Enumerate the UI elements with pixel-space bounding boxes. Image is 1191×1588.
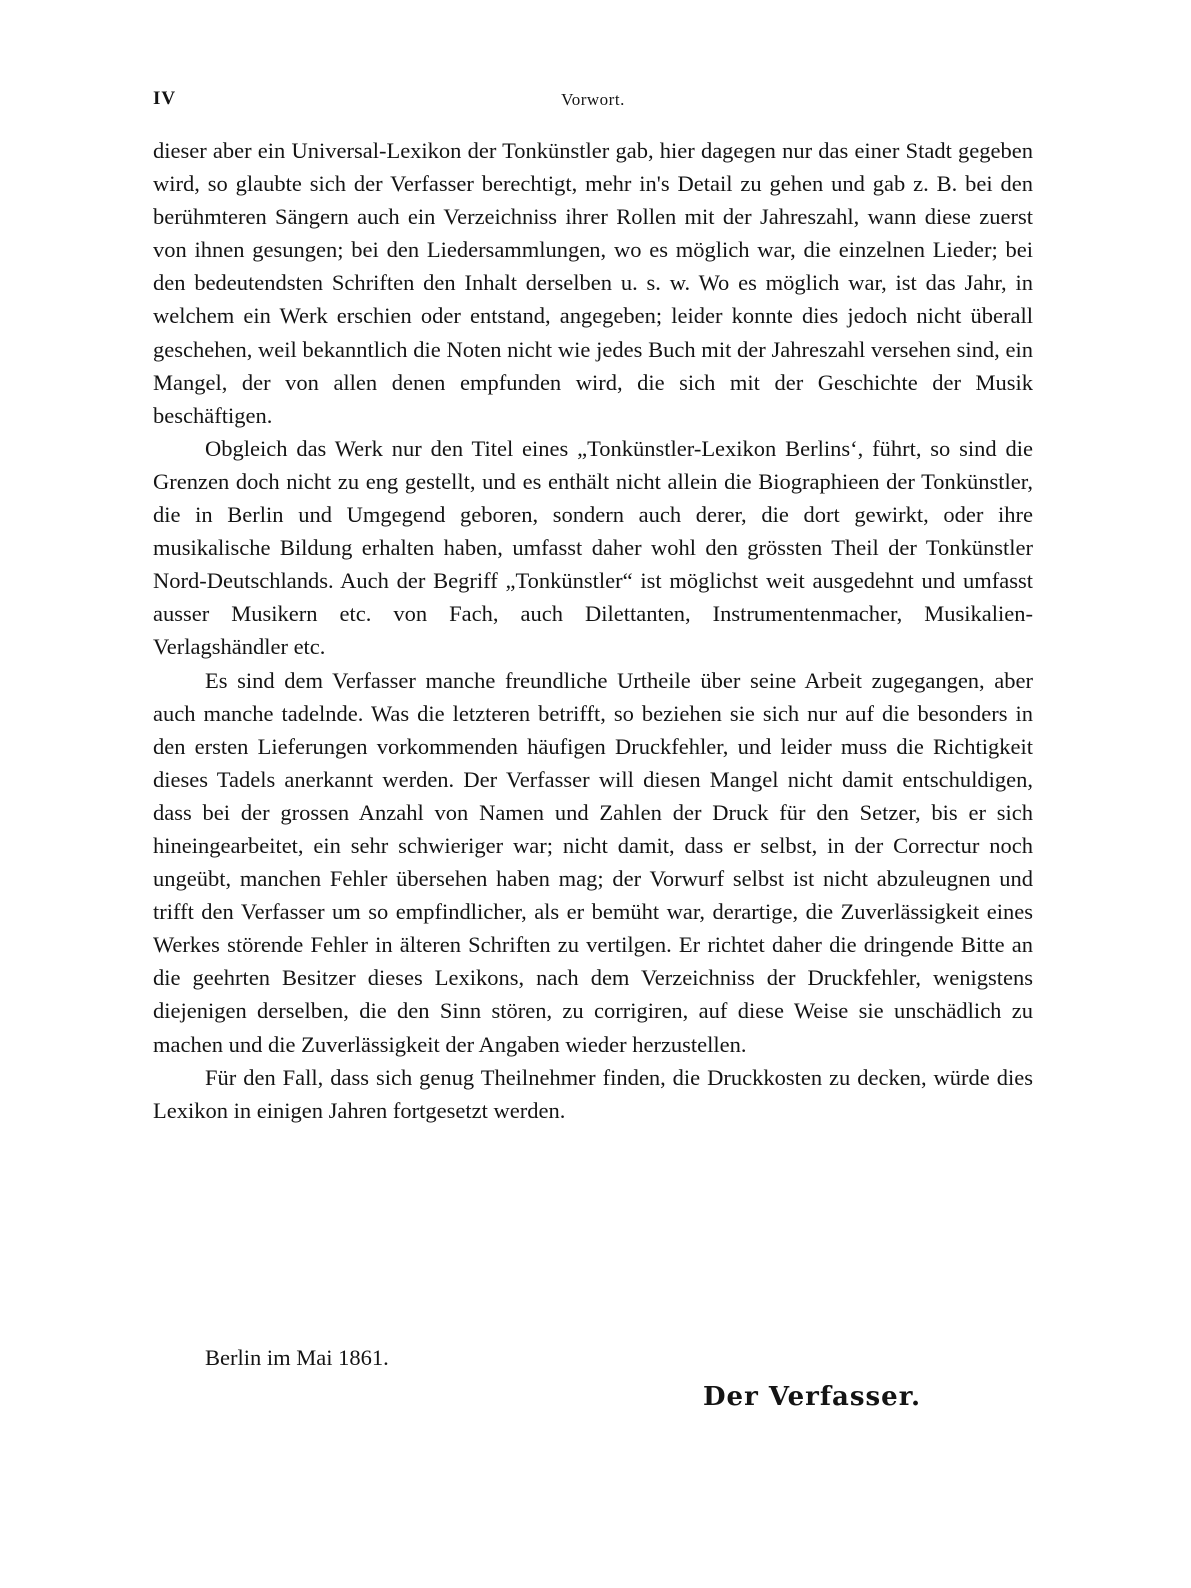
paragraph-title-scope: Obgleich das Werk nur den Titel eines „Tonkünstler-Lexikon Berlins‘, führt, so sind die Grenzen doch nicht zu eng gestellt, und es enthält nicht allein die Biographieen der Tonkünstler, die in Berlin und Umgegend geboren, sondern auch derer, die dort gewirkt, oder ihre musikalische Bildung erhalten haben, umfasst daher wohl den grössten Theil der Tonkünstler Nord-Deutschlands. Auch der Begriff „Tonkünstler“ ist möglichst weit ausgedehnt und umfasst ausser Musikern etc. von Fach, auch Dilettanten, Instrumentenmacher, Musikalien-Verlagshändler etc. bbox=[153, 435, 1033, 660]
page-header bbox=[153, 88, 1033, 114]
author-signature: Der Verfasser. bbox=[703, 1382, 922, 1412]
page-number: IV bbox=[153, 88, 177, 109]
paragraph-errata: Es sind dem Verfasser manche freundliche Urtheile über seine Arbeit zugegangen, aber auch manche tadelnde. Was die letzteren betrifft, so beziehen sie sich nur auf die besonders in den ersten Lieferungen vorkommenden häufigen Druckfehler, und leider muss die Richtigkeit dieses Tadels anerkannt werden. Der Verfasser will diesen Mangel nicht damit entschuldigen, dass bei der grossen Anzahl von Namen und Zahlen der Druck für den Setzer, bis er sich hineingearbeitet, ein sehr schwieriger war; nicht damit, dass er selbst, in der Correctur noch ungeübt, manchen Fehler übersehen haben mag; der Vorwurf selbst ist nicht abzuleugnen und trifft den Verfasser um so empfindlicher, als er bemüht war, derartige, die Zuverlässigkeit eines Werkes störende Fehler in älteren Schriften zu vertilgen. Er richtet daher die dringende Bitte an die geehrten Besitzer dieses Lexikons, nach dem Verzeichniss der Druckfehler, wenigstens diejenigen derselben, die den Sinn stören, zu corrigiren, auf diese Weise sie unschädlich zu machen und die Zuverlässigkeit der Angaben wieder herzustellen. bbox=[153, 667, 1033, 1057]
running-head: Vorwort. bbox=[561, 90, 625, 109]
place-date-line: Berlin im Mai 1861. bbox=[205, 1345, 389, 1370]
paragraph-continuation: Für den Fall, dass sich genug Theilnehmer finden, die Druckkosten zu decken, würde dies Lexikon in einigen Jahren fortgesetzt werden. bbox=[153, 1064, 1033, 1123]
paragraph-continued: dieser aber ein Universal-Lexikon der Tonkünstler gab, hier dagegen nur das einer Stadt gegeben wird, so glaubte sich der Verfasser berechtigt, mehr in's Detail zu gehen und gab z. B. bei den berühmteren Sängern auch ein Verzeichniss ihrer Rollen mit der Jahreszahl, wann diese zuerst von ihnen gesungen; bei den Liedersammlungen, wo es möglich war, die einzelnen Lieder; bei den bedeutendsten Schriften den Inhalt derselben u. s. w. Wo es möglich war, ist das Jahr, in welchem ein Werk erschien oder entstand, angegeben; leider konnte dies jedoch nicht überall geschehen, weil bekanntlich die Noten nicht wie jedes Buch mit der Jahreszahl versehen sind, ein Mangel, der von allen denen empfunden wird, die sich mit der Geschichte der Musik beschäftigen. bbox=[153, 138, 1033, 428]
preface-body bbox=[153, 134, 1033, 1127]
